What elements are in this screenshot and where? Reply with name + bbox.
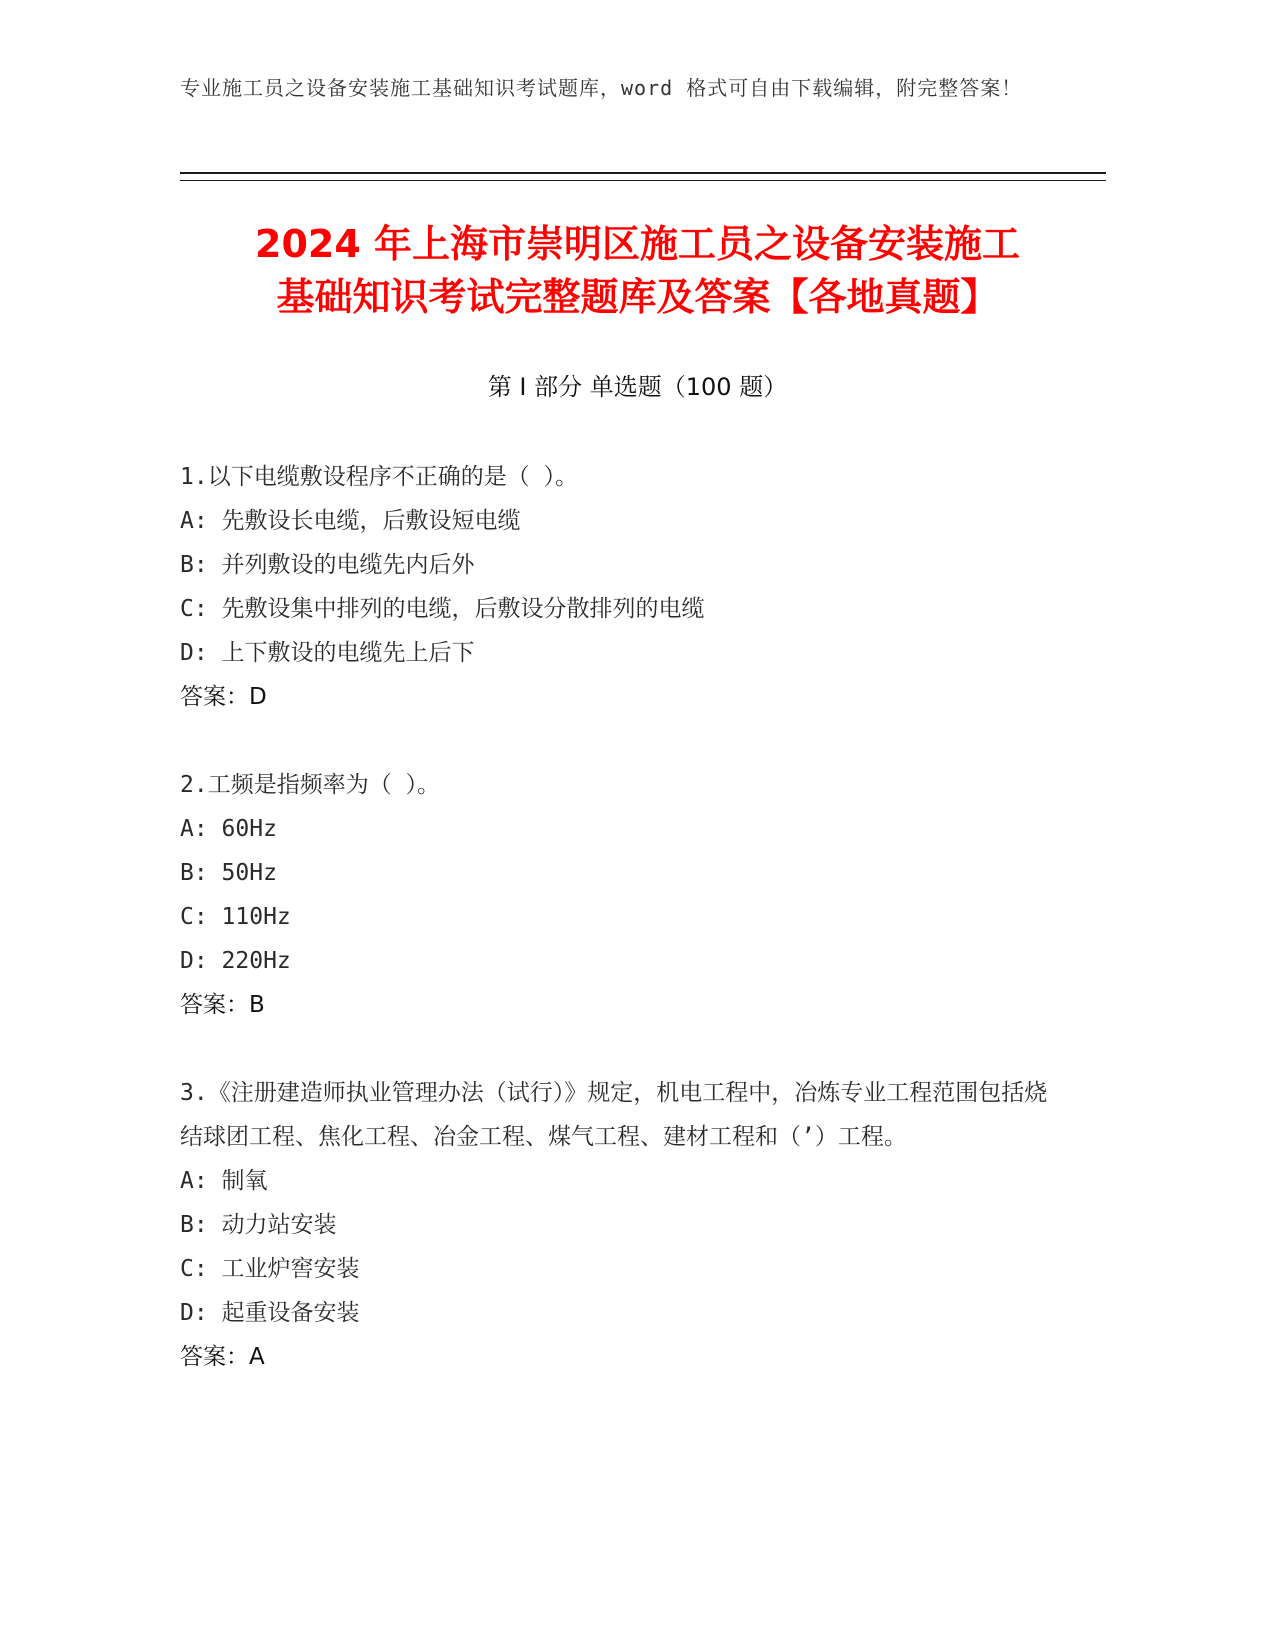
question-stem: 1.以下电缆敷设程序不正确的是（ ）。: [180, 464, 579, 490]
option-a: A: 制氧: [180, 1168, 268, 1194]
option-b: B: 动力站安装: [180, 1212, 337, 1238]
header-rule-thin: [180, 180, 1106, 181]
section-heading: 第 I 部分 单选题（100 题）: [487, 373, 788, 401]
question-1: [180, 455, 1050, 719]
title-line-1: 2024 年上海市崇明区施工员之设备安装施工: [255, 222, 1020, 266]
header-note: 专业施工员之设备安装施工基础知识考试题库，word 格式可自由下载编辑，附完整答案！: [180, 76, 1023, 100]
title-line-2: 基础知识考试完整题库及答案【各地真题】: [276, 275, 999, 319]
question-stem: 3.《注册建造师执业管理办法（试行）》规定，机电工程中，冶炼专业工程范围包括烧结球团工程、焦化工程、冶金工程、煤气工程、建材工程和（’）工程。: [180, 1080, 1048, 1150]
question-list: [180, 455, 1050, 1423]
option-d: D: 220Hz: [180, 948, 291, 974]
option-a: A: 60Hz: [180, 816, 277, 842]
question-stem: 2.工频是指频率为（ ）。: [180, 772, 441, 798]
question-2: [180, 763, 1050, 1027]
option-c: C: 110Hz: [180, 904, 291, 930]
answer-line: 答案：A: [180, 1344, 265, 1370]
answer-line: 答案：B: [180, 992, 265, 1018]
option-b: B: 并列敷设的电缆先内后外: [180, 552, 475, 578]
option-d: D: 上下敷设的电缆先上后下: [180, 640, 475, 666]
option-c: C: 先敷设集中排列的电缆，后敷设分散排列的电缆: [180, 596, 705, 622]
header-rule-thick: [180, 172, 1106, 174]
question-3: [180, 1071, 1050, 1379]
option-b: B: 50Hz: [180, 860, 277, 886]
document-title: [160, 218, 1115, 324]
option-d: D: 起重设备安装: [180, 1300, 360, 1326]
answer-line: 答案：D: [180, 684, 267, 710]
option-c: C: 工业炉窖安装: [180, 1256, 360, 1282]
option-a: A: 先敷设长电缆，后敷设短电缆: [180, 508, 521, 534]
